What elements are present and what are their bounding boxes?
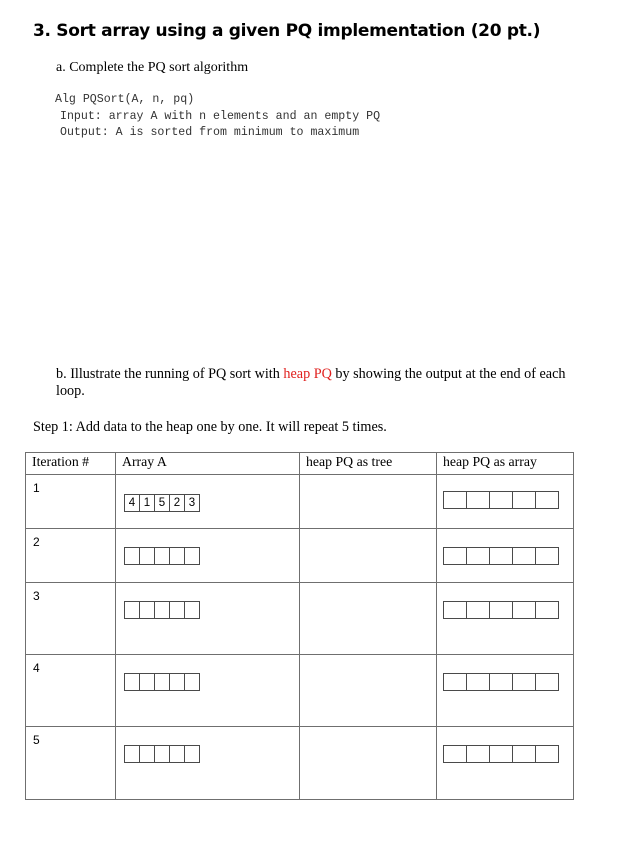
table-row [26,727,574,800]
heap-array-cell[interactable] [535,673,559,691]
heap-array-cell[interactable] [466,601,490,619]
array-cell[interactable] [139,745,155,763]
heap-array-cell[interactable] [489,547,513,565]
heap-array-cell[interactable] [466,745,490,763]
array-cell[interactable] [139,601,155,619]
array-a-boxes[interactable] [124,547,200,565]
array-cell[interactable] [154,601,170,619]
heap-array-cell[interactable] [512,745,536,763]
heap-array-cell[interactable] [443,547,467,565]
array-cell[interactable] [169,673,185,691]
heap-array-cell[interactable] [466,491,490,509]
header-array-a: Array A [116,453,300,475]
array-cell[interactable] [124,745,140,763]
header-iteration: Iteration # [26,453,116,475]
table-row [26,655,574,727]
heap-array-cell[interactable] [443,745,467,763]
heap-array-cell[interactable] [535,491,559,509]
code-line-1: Alg PQSort(A, n, pq) [55,93,195,106]
array-cell[interactable] [169,745,185,763]
step-1-instructions: Step 1: Add data to the heap one by one. It will repeat 5 times. [33,419,387,435]
code-line-2: Input: array A with n elements and an empty PQ [60,110,381,123]
heap-array-boxes[interactable] [443,491,559,509]
heap-array-cell[interactable] [489,745,513,763]
heap-array-boxes[interactable] [443,673,559,691]
heap-array-boxes[interactable] [443,601,559,619]
array-cell[interactable] [154,547,170,565]
array-cell[interactable] [124,673,140,691]
heap-array-cell[interactable] [443,491,467,509]
array-a-boxes[interactable] [124,601,200,619]
heap-array-cell[interactable] [466,547,490,565]
heap-array-cell[interactable] [489,601,513,619]
heap-array-cell[interactable] [443,601,467,619]
array-cell: 4 [124,494,140,512]
heap-array-cell[interactable] [489,491,513,509]
array-a-boxes[interactable] [124,673,200,691]
heap-array-cell[interactable] [443,673,467,691]
array-cell[interactable] [184,745,200,763]
heap-pq-highlight: heap PQ [283,366,332,382]
array-cell: 3 [184,494,200,512]
heap-array-cell[interactable] [489,673,513,691]
heap-steps-table [25,452,574,800]
header-heap-array: heap PQ as array [437,453,574,475]
array-cell: 5 [154,494,170,512]
table-row [26,529,574,583]
code-line-3: Output: A is sorted from minimum to maximum [60,126,360,139]
part-b-instructions: b. Illustrate the running of PQ sort with heap PQ by showing the output at the end of each loop. [56,366,566,399]
array-cell[interactable] [154,673,170,691]
table-row [26,583,574,655]
iteration-number: 4 [33,661,40,675]
iteration-number: 3 [33,589,40,603]
heap-array-cell[interactable] [512,547,536,565]
table-header-row [26,453,574,475]
array-cell: 2 [169,494,185,512]
array-cell[interactable] [184,601,200,619]
array-cell[interactable] [139,673,155,691]
array-cell[interactable] [154,745,170,763]
heap-tree-cell[interactable] [300,727,437,800]
array-cell[interactable] [169,601,185,619]
array-cell[interactable] [139,547,155,565]
header-heap-tree: heap PQ as tree [300,453,437,475]
array-cell: 1 [139,494,155,512]
array-cell[interactable] [169,547,185,565]
heap-array-boxes[interactable] [443,745,559,763]
heap-array-cell[interactable] [535,745,559,763]
array-cell[interactable] [124,601,140,619]
heap-array-cell[interactable] [535,547,559,565]
heap-tree-cell[interactable] [300,475,437,529]
iteration-number: 2 [33,535,40,549]
heap-array-cell[interactable] [512,673,536,691]
part-a-label: a. Complete the PQ sort algorithm [56,60,249,75]
iteration-number: 1 [33,481,40,495]
array-cell[interactable] [184,547,200,565]
heap-array-cell[interactable] [512,601,536,619]
array-cell[interactable] [184,673,200,691]
heap-array-cell[interactable] [512,491,536,509]
heap-tree-cell[interactable] [300,583,437,655]
iteration-number: 5 [33,733,40,747]
array-a-boxes [124,494,200,512]
array-cell[interactable] [124,547,140,565]
heap-tree-cell[interactable] [300,655,437,727]
question-heading: 3. Sort array using a given PQ implementation (20 pt.) [33,21,541,41]
array-a-boxes[interactable] [124,745,200,763]
table-row [26,475,574,529]
heap-tree-cell[interactable] [300,529,437,583]
heap-array-cell[interactable] [466,673,490,691]
heap-array-cell[interactable] [535,601,559,619]
heap-array-boxes[interactable] [443,547,559,565]
